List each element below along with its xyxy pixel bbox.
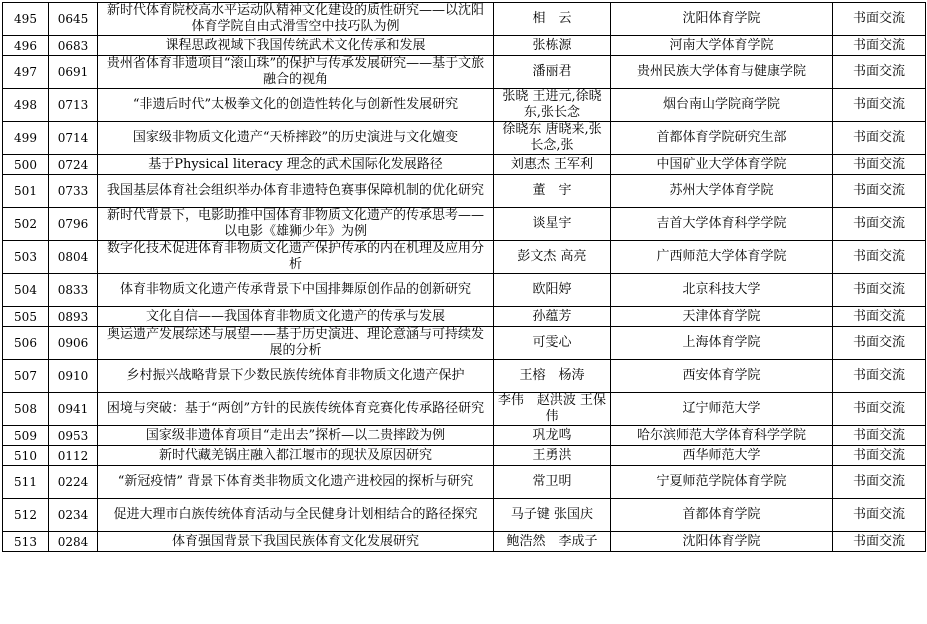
paper-title: 国家级非物质文化遗产“天桥摔跤”的历史演进与文化嬗变: [98, 122, 494, 155]
row-number: 505: [3, 307, 49, 327]
presentation-type: 书面交流: [833, 155, 926, 175]
institution: 宁夏师范学院体育学院: [611, 466, 833, 499]
table-row: [3, 36, 926, 56]
paper-code: 0234: [49, 499, 98, 532]
table-row: [3, 307, 926, 327]
paper-title: 我国基层体育社会组织举办体育非遗特色赛事保障机制的优化研究: [98, 175, 494, 208]
author-names: 马子键 张国庆: [494, 499, 611, 532]
row-number: 507: [3, 360, 49, 393]
paper-title: 课程思政视域下我国传统武术文化传承和发展: [98, 36, 494, 56]
table-row: [3, 274, 926, 307]
presentation-type: 书面交流: [833, 327, 926, 360]
institution: 贵州民族大学体育与健康学院: [611, 56, 833, 89]
presentation-type: 书面交流: [833, 446, 926, 466]
paper-code: 0796: [49, 208, 98, 241]
table-row: [3, 122, 926, 155]
presentation-type: 书面交流: [833, 393, 926, 426]
institution: 河南大学体育学院: [611, 36, 833, 56]
presentation-type: 书面交流: [833, 532, 926, 552]
presentation-type: 书面交流: [833, 36, 926, 56]
paper-title: 基于Physical literacy 理念的武术国际化发展路径: [98, 155, 494, 175]
table-row: [3, 466, 926, 499]
paper-code: 0724: [49, 155, 98, 175]
presentation-type: 书面交流: [833, 274, 926, 307]
row-number: 512: [3, 499, 49, 532]
author-names: 潘丽君: [494, 56, 611, 89]
author-names: 王榕 杨涛: [494, 360, 611, 393]
author-names: 张晓 王进元,徐晓东,张长念: [494, 89, 611, 122]
paper-code: 0893: [49, 307, 98, 327]
row-number: 509: [3, 426, 49, 446]
paper-code: 0224: [49, 466, 98, 499]
table-row: [3, 393, 926, 426]
table-row: [3, 446, 926, 466]
paper-title: 文化自信——我国体育非物质文化遗产的传承与发展: [98, 307, 494, 327]
paper-list-table: [2, 2, 926, 552]
table-row: [3, 532, 926, 552]
author-names: 张栋源: [494, 36, 611, 56]
presentation-type: 书面交流: [833, 122, 926, 155]
row-number: 496: [3, 36, 49, 56]
author-names: 可雯心: [494, 327, 611, 360]
author-names: 鲍浩然 李成子: [494, 532, 611, 552]
paper-title: 新时代背景下，电影助推中国体育非物质文化遗产的传承思考——以电影《雄狮少年》为例: [98, 208, 494, 241]
table-row: [3, 89, 926, 122]
paper-title: 促进大理市白族传统体育活动与全民健身计划相结合的路径探究: [98, 499, 494, 532]
table-row: [3, 175, 926, 208]
table-row: [3, 3, 926, 36]
paper-title: 国家级非遗体育项目“走出去”探析—以二贵摔跤为例: [98, 426, 494, 446]
row-number: 497: [3, 56, 49, 89]
paper-title: 体育非物质文化遗产传承背景下中国排舞原创作品的创新研究: [98, 274, 494, 307]
row-number: 495: [3, 3, 49, 36]
institution: 上海体育学院: [611, 327, 833, 360]
institution: 广西师范大学体育学院: [611, 241, 833, 274]
author-names: 欧阳婷: [494, 274, 611, 307]
paper-code: 0645: [49, 3, 98, 36]
paper-title: 贵州省体育非遗项目“滚山珠”的保护与传承发展研究——基于文旅融合的视角: [98, 56, 494, 89]
institution: 烟台南山学院商学院: [611, 89, 833, 122]
row-number: 506: [3, 327, 49, 360]
author-names: 常卫明: [494, 466, 611, 499]
paper-code: 0906: [49, 327, 98, 360]
paper-code: 0733: [49, 175, 98, 208]
paper-code: 0713: [49, 89, 98, 122]
author-names: 徐晓东 唐晓来,张长念,张: [494, 122, 611, 155]
paper-title: “非遗后时代”太极拳文化的创造性转化与创新性发展研究: [98, 89, 494, 122]
paper-code: 0910: [49, 360, 98, 393]
table-body: [3, 3, 926, 552]
row-number: 513: [3, 532, 49, 552]
row-number: 508: [3, 393, 49, 426]
table-row: [3, 56, 926, 89]
presentation-type: 书面交流: [833, 426, 926, 446]
presentation-type: 书面交流: [833, 360, 926, 393]
paper-title: 困境与突破：基于“两创”方针的民族传统体育竞赛化传承路径研究: [98, 393, 494, 426]
institution: 首都体育学院: [611, 499, 833, 532]
paper-code: 0941: [49, 393, 98, 426]
presentation-type: 书面交流: [833, 56, 926, 89]
institution: 吉首大学体育科学学院: [611, 208, 833, 241]
paper-title: 新时代藏羌锅庄融入都江堰市的现状及原因研究: [98, 446, 494, 466]
presentation-type: 书面交流: [833, 3, 926, 36]
paper-code: 0691: [49, 56, 98, 89]
table-row: [3, 426, 926, 446]
institution: 苏州大学体育学院: [611, 175, 833, 208]
author-names: 谈星宇: [494, 208, 611, 241]
paper-title: “新冠疫情” 背景下体育类非物质文化遗产进校园的探析与研究: [98, 466, 494, 499]
row-number: 500: [3, 155, 49, 175]
institution: 天津体育学院: [611, 307, 833, 327]
table-row: [3, 241, 926, 274]
paper-title: 奥运遗产发展综述与展望——基于历史演进、理论意涵与可持续发展的分析: [98, 327, 494, 360]
author-names: 董 宇: [494, 175, 611, 208]
author-names: 彭文杰 高亮: [494, 241, 611, 274]
row-number: 504: [3, 274, 49, 307]
row-number: 501: [3, 175, 49, 208]
paper-code: 0953: [49, 426, 98, 446]
paper-code: 0284: [49, 532, 98, 552]
table-row: [3, 327, 926, 360]
row-number: 498: [3, 89, 49, 122]
author-names: 巩龙鸣: [494, 426, 611, 446]
institution: 沈阳体育学院: [611, 532, 833, 552]
author-names: 相 云: [494, 3, 611, 36]
presentation-type: 书面交流: [833, 175, 926, 208]
row-number: 503: [3, 241, 49, 274]
institution: 中国矿业大学体育学院: [611, 155, 833, 175]
row-number: 511: [3, 466, 49, 499]
institution: 北京科技大学: [611, 274, 833, 307]
institution: 辽宁师范大学: [611, 393, 833, 426]
row-number: 499: [3, 122, 49, 155]
institution: 西华师范大学: [611, 446, 833, 466]
paper-title: 新时代体育院校高水平运动队精神文化建设的质性研究——以沈阳体育学院自由式滑雪空中技巧队为例: [98, 3, 494, 36]
paper-code: 0714: [49, 122, 98, 155]
institution: 西安体育学院: [611, 360, 833, 393]
row-number: 502: [3, 208, 49, 241]
presentation-type: 书面交流: [833, 499, 926, 532]
paper-title: 乡村振兴战略背景下少数民族传统体育非物质文化遗产保护: [98, 360, 494, 393]
presentation-type: 书面交流: [833, 307, 926, 327]
presentation-type: 书面交流: [833, 89, 926, 122]
paper-title: 数字化技术促进体育非物质文化遗产保护传承的内在机理及应用分析: [98, 241, 494, 274]
table-row: [3, 499, 926, 532]
table-row: [3, 155, 926, 175]
institution: 沈阳体育学院: [611, 3, 833, 36]
table-row: [3, 208, 926, 241]
presentation-type: 书面交流: [833, 208, 926, 241]
paper-code: 0833: [49, 274, 98, 307]
paper-code: 0112: [49, 446, 98, 466]
author-names: 王勇洪: [494, 446, 611, 466]
author-names: 孙蕴芳: [494, 307, 611, 327]
institution: 首都体育学院研究生部: [611, 122, 833, 155]
row-number: 510: [3, 446, 49, 466]
paper-title: 体育强国背景下我国民族体育文化发展研究: [98, 532, 494, 552]
paper-code: 0683: [49, 36, 98, 56]
author-names: 刘惠杰 王军利: [494, 155, 611, 175]
paper-code: 0804: [49, 241, 98, 274]
presentation-type: 书面交流: [833, 241, 926, 274]
table-row: [3, 360, 926, 393]
author-names: 李伟 赵洪波 王保伟: [494, 393, 611, 426]
presentation-type: 书面交流: [833, 466, 926, 499]
institution: 哈尔滨师范大学体育科学学院: [611, 426, 833, 446]
